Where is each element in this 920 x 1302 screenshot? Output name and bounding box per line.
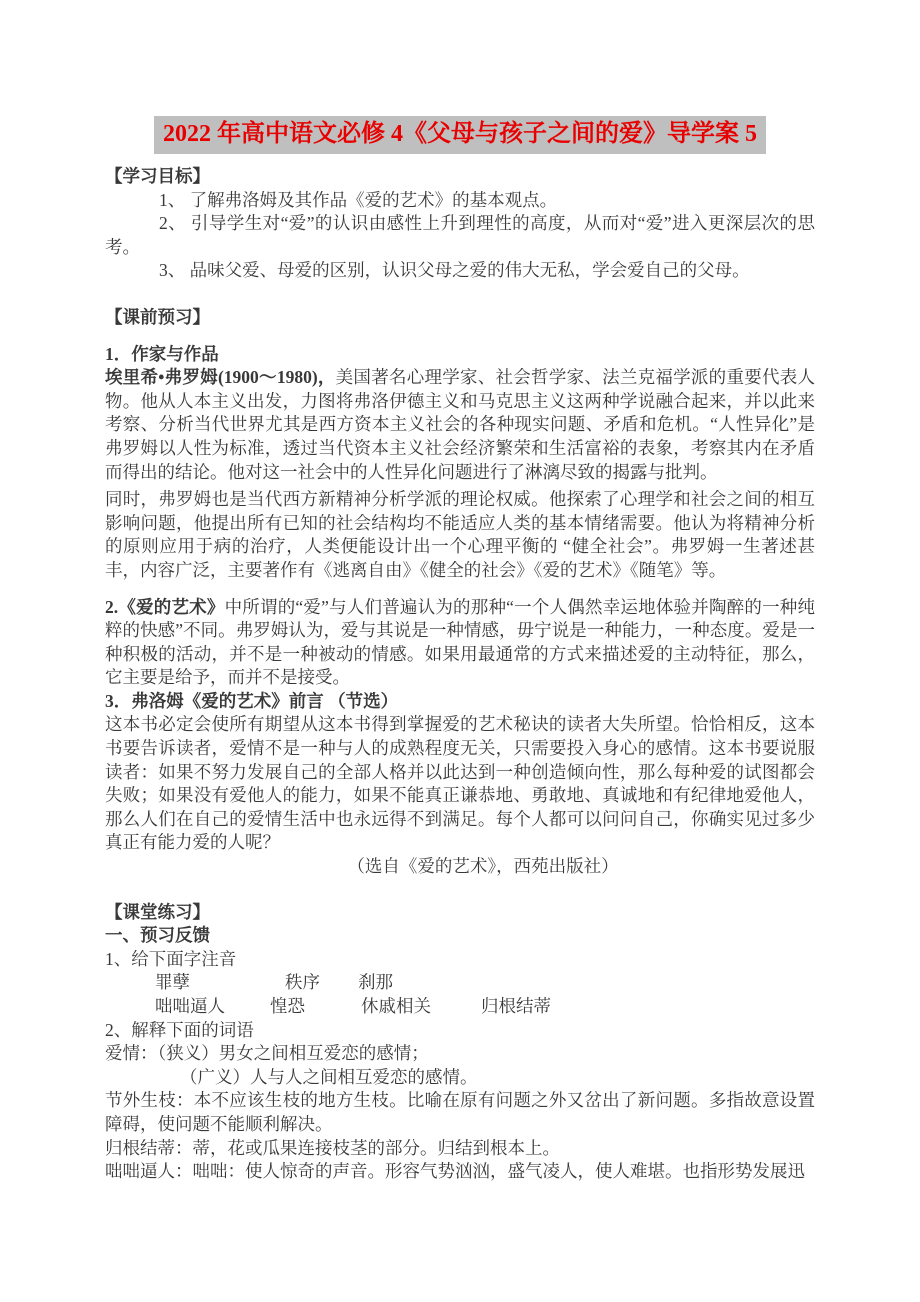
preface-heading: 3．弗洛姆《爱的艺术》前言 （节选） [105,690,399,711]
pinyin-word-duoduobiren: 咄咄逼人 [155,996,225,1016]
pinyin-row-1 [105,971,815,995]
art-of-love-text: 中所谓的“爱”与人们普遍认为的那种“一个人偶然幸运地体验并陶醉的一种纯粹的快感”不同。弗罗姆认为，爱与其说是一种情感，毋宁说是一种能力，一种态度。爱是一种积极的活动，并不是一种被动的情感。如果用最通常的方式来描述爱的主动特征，那么，它主要是给予，而并不是接受。 [105,596,815,688]
art-of-love-bold: 2.《爱的艺术》 [105,596,225,617]
pinyin-row-2 [105,995,815,1019]
definition-love-narrow: 爱情：（狭义）男女之间相互爱恋的感情； [105,1043,429,1064]
art-of-love-paragraph [105,596,815,690]
author-intro-text: 美国著名心理学家、社会哲学家、法兰克福学派的重要代表人物。他从人本主义出发，力图将弗洛伊德主义和马克思主义这两种学说融合起来，并以此来考察、分析当代世界尤其是西方资本主义社会的各种现实问题、矛盾和危机。“人性异化”是弗罗姆以人性为标准，透过当代资本主义社会经济繁荣和生活富裕的表象，考察其内在矛盾而得出的结论。他对这一社会中的人性异化问题进行了淋漓尽致的揭露与批判。 [105,367,815,482]
preface-paragraph: 这本书必定会使所有期望从这本书得到掌握爱的艺术秘诀的读者大失所望。恰恰相反，这本书要告诉读者，爱情不是一种与人的成熟程度无关，只需要投入身心的感情。这本书要说服读者：如果不努力发展自己的全部人格并以此达到一种创造倾向性，那么每种爱的试图都会失败；如果没有爱他人的能力，如果不能真正谦恭地、勇敢地、真诚地和有纪律地爱他人，那么人们在自己的爱情生活中也永远得不到满足。每个人都可以问问自己，你确实见过多少真正有能力爱的人呢？ [105,714,815,853]
preview-heading: 【课前预习】 [105,306,210,327]
pinyin-word-zhixu: 秩序 [285,972,320,993]
author-paragraph-2: 同时，弗罗姆也是当代西方新精神分析学派的理论权威。他探索了心理学和社会之间的相互影响问题，他提出所有已知的社会结构均不能适应人类的基本情绪需要。他认为将精神分析的原则应用于病的治疗，人类便能设计出一个心理平衡的 “健全社会”。弗罗姆一生著述甚丰，内容广泛，主要著作有《逃离自由》《健全的社会》《爱的艺术》《随笔》等。 [105,489,815,580]
objective-item-3: 3、 品味父爱、母爱的区别，认识父母之爱的伟大无私，学会爱自己的父母。 [159,260,750,281]
pinyin-word-huangkong: 惶恐 [270,996,305,1016]
pinyin-word-zuinie: 罪孽 [155,972,190,993]
document-title [105,116,815,154]
part-one-heading: 一、预习反馈 [105,925,210,946]
exercise-heading: 【课堂练习】 [105,901,210,922]
question-2: 2、解释下面的词语 [105,1019,254,1040]
author-paragraph [105,366,815,484]
document-title-text: 2022 年高中语文必修 4《父母与孩子之间的爱》导学案 5 [154,116,766,154]
author-name-bold: 埃里希•弗罗姆(1900～1980)， [105,367,336,388]
definition-guigenjiedi: 归根结蒂：蒂，花或瓜果连接枝茎的部分。归结到根本上。 [105,1137,560,1158]
pinyin-word-guigenjiedi: 归根结蒂 [481,996,551,1016]
objective-item-1: 1、 了解弗洛姆及其作品《爱的艺术》的基本观点。 [159,189,558,210]
question-1: 1、给下面字注音 [105,948,237,969]
objective-item-2: 2、 引导学生对“爱”的认识由感性上升到理性的高度，从而对“爱”进入更深层次的思考。 [105,213,815,257]
pinyin-word-xiuqixiangguan: 休戚相关 [361,996,431,1016]
definition-jiewaishengzhi: 节外生枝：本不应该生枝的地方生枝。比喻在原有问题之外又岔出了新问题。多指故意设置障碍，使问题不能顺利解决。 [105,1090,815,1134]
definition-duoduobiren: 咄咄逼人：咄咄：使人惊奇的声音。形容气势汹汹，盛气凌人，使人难堪。也指形势发展迅 [105,1161,805,1182]
works-heading: 1．作家与作品 [105,343,219,364]
pinyin-word-chana: 刹那 [358,972,393,993]
definition-love-broad: （广义）人与人之间相互爱恋的感情。 [180,1066,478,1087]
objectives-heading: 【学习目标】 [105,166,210,186]
source-note: （选自《爱的艺术》，西苑出版社） [347,856,619,877]
